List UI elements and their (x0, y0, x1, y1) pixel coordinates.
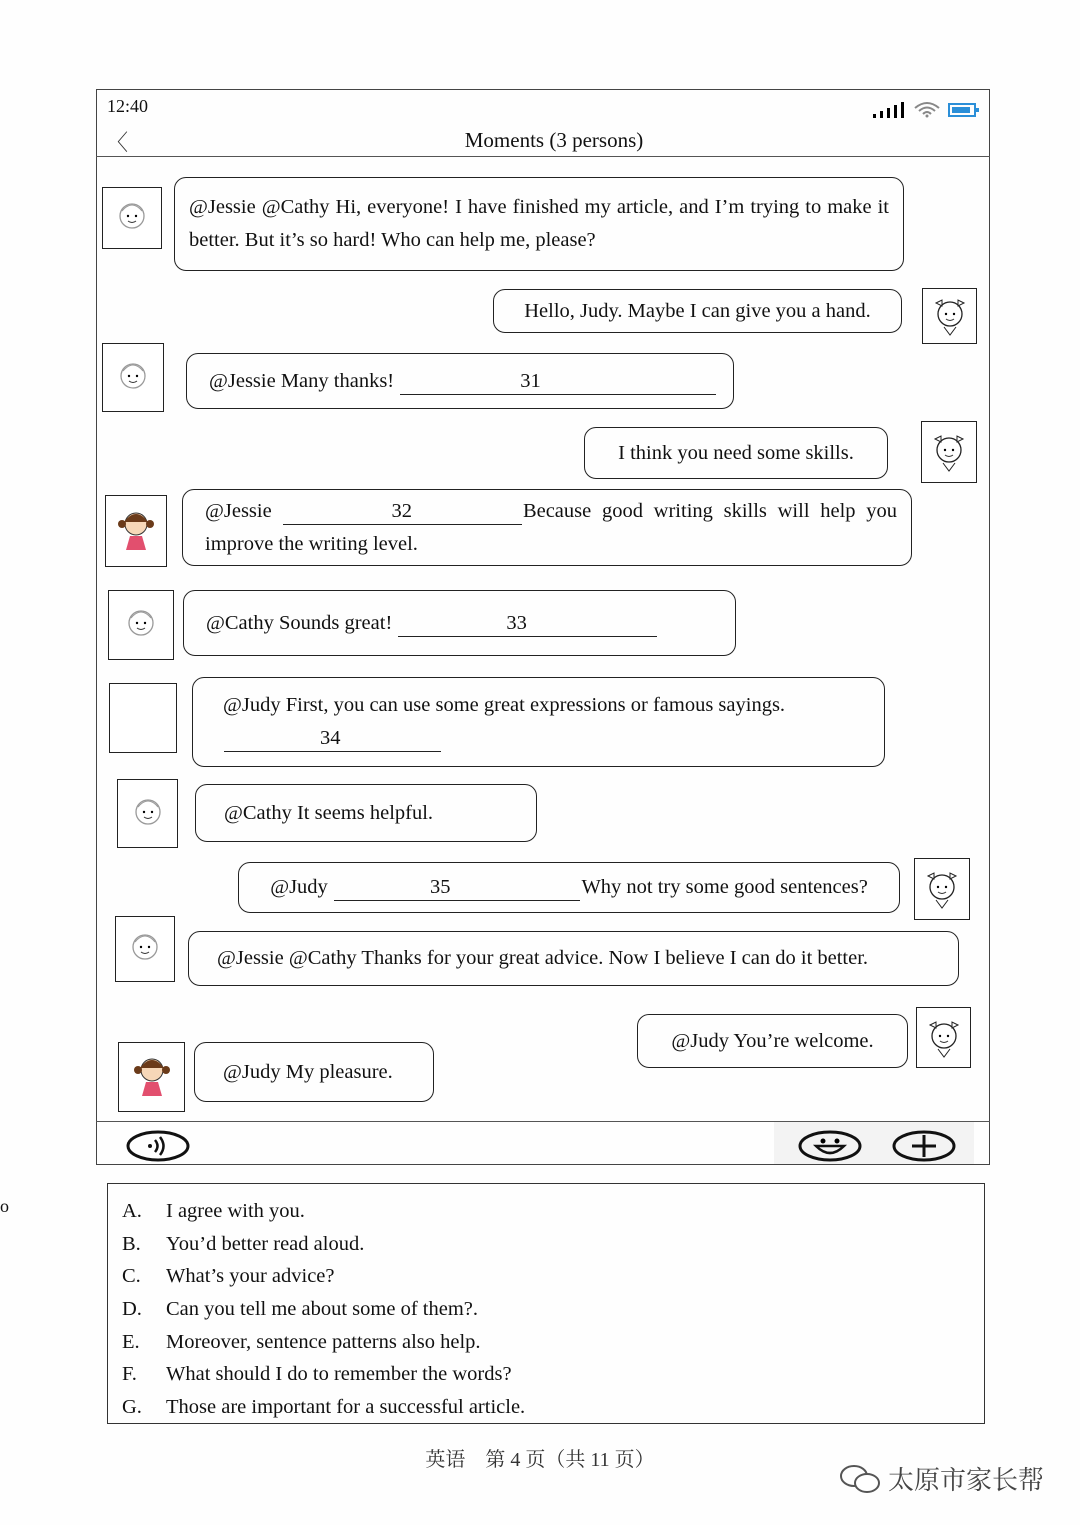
status-icons (872, 100, 980, 118)
watermark (838, 1460, 1044, 1497)
watermark-text: 太原市家长帮 (888, 1466, 1045, 1496)
answer-blank[interactable]: 34 (224, 725, 441, 752)
message-text: I think you need some skills. (618, 441, 854, 464)
message-bubble (183, 590, 736, 656)
option-item (108, 1391, 984, 1424)
option-letter: A. (122, 1199, 142, 1222)
message-text: Why not try some good sentences? (581, 876, 868, 898)
avatar (914, 858, 970, 920)
option-item (108, 1358, 984, 1391)
answer-blank[interactable]: 33 (398, 610, 657, 637)
avatar-empty (109, 683, 177, 753)
avatar (916, 1007, 971, 1068)
answer-blank[interactable]: 35 (334, 874, 581, 901)
option-letter: G. (122, 1395, 142, 1418)
message-text: @Jessie Many thanks! (209, 369, 395, 392)
chat-title: Moments (3 persons) (464, 128, 644, 152)
options-box (107, 1183, 985, 1424)
avatar (102, 343, 164, 412)
status-time: 12:40 (107, 96, 149, 116)
message-bubble (182, 489, 912, 566)
message-bubble (195, 784, 537, 842)
avatar (118, 1042, 185, 1112)
avatar (108, 590, 174, 660)
person-icon (925, 1017, 963, 1059)
message-bubble (188, 931, 959, 986)
option-item (108, 1326, 984, 1359)
avatar (922, 288, 977, 344)
message-text: @Judy First, you can use some great expressions or famous sayings. (223, 694, 786, 716)
option-text: Can you tell me about some of them?. (166, 1297, 478, 1320)
option-item (108, 1260, 984, 1293)
option-letter: F. (122, 1363, 137, 1386)
person-icon (129, 793, 167, 835)
page-footer: 英语 第 4 页（共 11 页） (425, 1449, 655, 1471)
signal-icon (872, 102, 906, 118)
person-icon (126, 928, 164, 970)
option-item (108, 1195, 984, 1228)
avatar (102, 187, 162, 249)
person-icon (122, 604, 160, 646)
wechat-icon (838, 1463, 882, 1495)
option-item (108, 1293, 984, 1326)
person-icon (132, 1054, 172, 1100)
input-bar (96, 1121, 990, 1165)
header-divider (96, 156, 990, 157)
message-text: @Judy My pleasure. (223, 1060, 393, 1083)
person-icon (113, 197, 151, 239)
avatar (117, 779, 178, 848)
battery-icon (948, 102, 980, 118)
wifi-icon (912, 100, 942, 118)
plus-icon[interactable] (892, 1130, 956, 1162)
message-text: Because good writing skills will help you improve the writing level. (205, 499, 897, 555)
message-bubble (637, 1014, 908, 1068)
option-text: You’d better read aloud. (166, 1232, 365, 1255)
message-bubble (192, 677, 885, 767)
option-letter: C. (122, 1265, 141, 1288)
option-letter: B. (122, 1232, 141, 1255)
message-text: @Jessie @Cathy Hi, everyone! I have finished my article, and I’m trying to make it better. But it’s so hard! Who can help me, please? (189, 196, 889, 251)
person-icon (931, 295, 969, 337)
option-item (108, 1228, 984, 1261)
message-text: @Judy (270, 876, 328, 898)
message-bubble (194, 1042, 434, 1102)
option-text: What should I do to remember the words? (166, 1363, 512, 1386)
person-icon (930, 431, 968, 473)
option-letter: D. (122, 1297, 142, 1320)
emoji-icon[interactable] (798, 1130, 862, 1162)
avatar (115, 916, 175, 982)
option-text: Those are important for a successful article. (166, 1395, 526, 1418)
voice-icon[interactable] (126, 1130, 190, 1162)
message-bubble (584, 427, 888, 479)
option-text: I agree with you. (166, 1199, 305, 1222)
message-text: @Cathy Sounds great! (206, 611, 393, 634)
option-text: Moreover, sentence patterns also help. (166, 1330, 481, 1353)
message-text: @Jessie (205, 499, 272, 522)
message-text: @Jessie @Cathy Thanks for your great advice. Now I believe I can do it better. (217, 947, 869, 969)
message-bubble (493, 289, 902, 333)
person-icon (114, 357, 152, 399)
answer-blank[interactable]: 32 (283, 498, 522, 525)
back-icon[interactable]: 〈 (106, 130, 129, 155)
avatar (105, 495, 167, 567)
message-text: @Cathy It seems helpful. (224, 801, 434, 824)
answer-blank[interactable]: 31 (400, 368, 716, 395)
message-bubble (186, 353, 734, 409)
message-text: Hello, Judy. Maybe I can give you a hand. (524, 299, 871, 322)
message-bubble (238, 862, 900, 913)
message-text: @Judy You’re welcome. (671, 1029, 874, 1052)
person-icon (116, 508, 156, 554)
avatar (921, 421, 977, 483)
edge-text-fragment: o (0, 1196, 9, 1216)
option-letter: E. (122, 1330, 140, 1353)
person-icon (923, 868, 961, 910)
message-bubble (174, 177, 904, 271)
option-text: What’s your advice? (166, 1265, 335, 1288)
